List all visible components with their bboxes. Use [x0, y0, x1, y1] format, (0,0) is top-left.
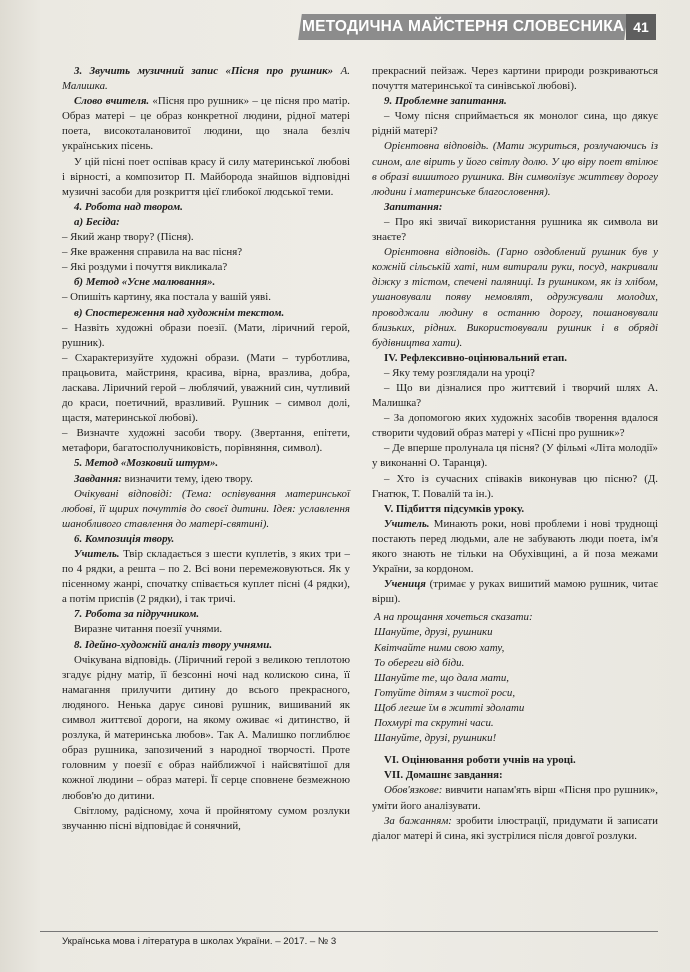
paragraph: – Хто із сучасних співаків виконував цю пісню? (Д. Гнатюк, Т. Повалій та ін.). — [372, 472, 658, 500]
paragraph: – Опишіть картину, яка постала у вашій уяві. — [62, 291, 271, 304]
body-text: зробити ілюстрації, придумати й записати діалог матері й сина, які зустрілися після довгої розлуки. — [372, 814, 658, 842]
section-heading: 6. Композиція твору. — [74, 532, 175, 545]
body-text: Твір складається з шести куплетів, з яких три – по 4 рядки, а решта – по 2. Всі вони перемежовуються. Як у пісенному жанрі, спочатку співається куплет пісні (4 рядки), а потім приспів (2 рядки), і так тричі. — [62, 548, 350, 606]
body-text: (тримає у руках вишитий мамою рушник, читає вірш). — [372, 578, 658, 606]
paragraph: – За допомогою яких художніх засобів творення вдалося створити чудовий образ матері у «Пісні про рушник»? — [372, 412, 658, 440]
lead-text: За бажанням: — [384, 814, 452, 827]
lead-text: Завдання: — [74, 472, 122, 485]
lead-text: 3. Звучить музичний запис «Пісня про рушник» — [74, 65, 334, 77]
paragraph: – Що ви дізналися про життєвий і творчий шлях А. Малишка? — [372, 381, 658, 410]
paragraph: Світлому, радісному, хоча й пройнятому сумом розлуки звучанню пісні відповідає й сонячний, — [62, 804, 350, 832]
body-text: «Пісня про рушник» – це пісня про матір. Образ матері – це образ конкретної людини, рідної матері поета, високоталановитої людини, що знала безліч українських пісень. — [62, 95, 350, 153]
paragraph: – Чому пісня сприймається як монолог сина, що дякує рідній матері? — [372, 110, 658, 138]
body-text: Минають роки, нові проблеми і нові труднощі постають перед людьми, але не забувають люди поета, ім'я якого знають не тільки на Обухівщині, а й поза межами України, за кордоном. — [372, 517, 658, 576]
paragraph: У цій пісні поет оспівав красу й силу материнської любові і вірності, а композитор П. Майборода знайшов відповідні музичні засоби для розкриття цієї глибокої людської теми. — [62, 155, 350, 198]
poem-block — [372, 610, 658, 746]
paragraph — [372, 577, 658, 607]
lead-text: Учитель. — [384, 517, 430, 530]
page-number: 41 — [626, 14, 656, 40]
poem-line: А на прощання хочеться сказати: — [374, 611, 533, 624]
answer-paragraph: Орієнтовна відповідь. (Мати журиться, розлучаючись із сином, але вірить у його світлу долю. У цю віру поет втілює в образі вишитого рушника. Він символізує життєву дорогу людини і материнське благословення). — [372, 140, 658, 198]
answer-paragraph: Очікувані відповіді: (Тема: оспівування материнської любові, її щирих почуттів до своєї дитини. Ідея: уславлення шанобливого ставлення до матері-святині). — [62, 487, 350, 530]
paragraph: – Які роздуми і почуття викликала? — [62, 261, 228, 274]
paragraph: Очікувана відповідь. (Ліричний герой з великою теплотою згадує рідну матір, її безсонні ночі над колискою сина, її намагання прилучити дитину до всього прекрасного, людяного. Ненька дарує синові рушник, вишиваний як символ життєвої дороги, на якому оживає «і дитинство, й розлука, й материнська любов». Так А. Малишко поглиблює образ рушника, запозичений з народної творчості. Проте головним у поезії є образ найближчої і найсвятішої для кожної людини – образ матері. Її серце сповнене безмежною любов'ю до дитини. — [62, 653, 350, 802]
paragraph — [62, 94, 350, 154]
answer-paragraph: Орієнтовна відповідь. (Гарно оздоблений рушник був у кожній сільській хаті, ним витирали руки, посуд, накривали діжку з тістом, спечені паляниці. Із рушником, як із хлібом, ушановували появу немовлят, одружували молодих, проводжали людину в останню дорогу, пошановували близьких, рідних. Використовували рушник і в обряді будівництва хати). — [372, 246, 658, 349]
paragraph — [62, 472, 350, 487]
subheading: Запитання: — [384, 200, 443, 213]
paragraph: – Схарактеризуйте художні образи. (Мати – турботлива, працьовита, майстриня, красива, вірна, вразлива, добра, ласкава. Ліричний герой – люблячий, уважний син, чутливий до краси, поетичний, вразливий. Рушник – символ долі, щастя, материнської любові). — [62, 351, 350, 425]
footer-divider — [40, 931, 658, 932]
poem-line: Шануйте, друзі, рушники! — [374, 732, 497, 745]
stage-heading: V. Підбиття підсумків уроку. — [384, 502, 525, 515]
poem-line: Шануйте те, що дала мати, — [374, 671, 510, 684]
paragraph: – Яке враження справила на вас пісня? — [62, 246, 243, 259]
poem-line: Щоб легше їм в житті здолати — [374, 701, 525, 714]
poem-line: Готуйте дітям з чистої роси, — [374, 686, 516, 699]
section-heading: 8. Ідейно-художній аналіз твору учнями. — [74, 638, 273, 651]
section-heading: 4. Робота над твором. — [74, 200, 183, 213]
paragraph: – Визначте художні засоби твору. (Звертання, епітети, метафори, багатосполучниковість, порівняння, символ). — [62, 427, 350, 455]
paragraph: – Назвіть художні образи поезії. (Мати, ліричний герой, рушник). — [62, 321, 350, 349]
body-text: вивчити напам'ять вірш «Пісня про рушник», уміти його аналізувати. — [372, 784, 658, 812]
paragraph — [372, 517, 658, 577]
section-header — [298, 14, 628, 40]
lead-text: Учениця — [384, 578, 426, 591]
paragraph: – Який жанр твору? (Пісня). — [62, 231, 194, 244]
paragraph — [372, 814, 658, 844]
section-header-title: МЕТОДИЧНА МАЙСТЕРНЯ СЛОВЕСНИКА — [301, 18, 625, 35]
paragraph: – Яку тему розглядали на уроці? — [384, 366, 535, 379]
poem-line: Шануйте, друзі, рушники — [374, 626, 493, 639]
lead-text: Слово вчителя. — [74, 95, 150, 108]
stage-heading: VI. Оцінювання роботи учнів на уроці. — [384, 754, 576, 767]
paragraph: – Про які звичаї використання рушника як символа ви знаєте? — [372, 215, 658, 244]
lead-text: Учитель. — [74, 548, 120, 560]
section-heading: 9. Проблемне запитання. — [384, 95, 507, 108]
section-heading: 7. Робота за підручником. — [74, 608, 200, 621]
subheading: б) Метод «Усне малювання». — [74, 276, 216, 289]
left-column — [62, 64, 350, 834]
paragraph — [62, 64, 350, 94]
poem-line: Похмурі та скрутні часи. — [374, 717, 494, 730]
paragraph: – Де вперше пролунала ця пісня? (У фільмі «Літа молодії» у виконанні О. Таранця). — [372, 442, 658, 470]
subheading: а) Бесіда: — [74, 215, 120, 228]
poem-line: Квітчайте ними свою хату, — [374, 641, 505, 654]
body-text: визначити тему, ідею твору. — [121, 472, 253, 485]
paragraph — [372, 783, 658, 813]
paragraph: Виразне читання поезії учнями. — [74, 623, 223, 636]
paragraph: прекрасний пейзаж. Через картини природи розкриваються почуття материнської та синівської любові). — [372, 65, 658, 93]
body-text: А. Малишка. — [62, 65, 350, 93]
paragraph — [62, 547, 350, 607]
poem-line: То обереги від біди. — [374, 656, 465, 669]
footer-citation: Українська мова і література в школах України. – 2017. – № 3 — [62, 936, 337, 947]
right-column — [372, 64, 658, 844]
subheading: в) Спостереження над художнім текстом. — [74, 306, 285, 319]
stage-heading: IV. Рефлексивно-оцінювальний етап. — [384, 351, 567, 364]
spacer — [372, 746, 658, 753]
section-heading: 5. Метод «Мозковий штурм». — [74, 457, 219, 470]
stage-heading: VII. Домашнє завдання: — [384, 769, 503, 782]
lead-text: Обов'язкове: — [384, 784, 443, 797]
